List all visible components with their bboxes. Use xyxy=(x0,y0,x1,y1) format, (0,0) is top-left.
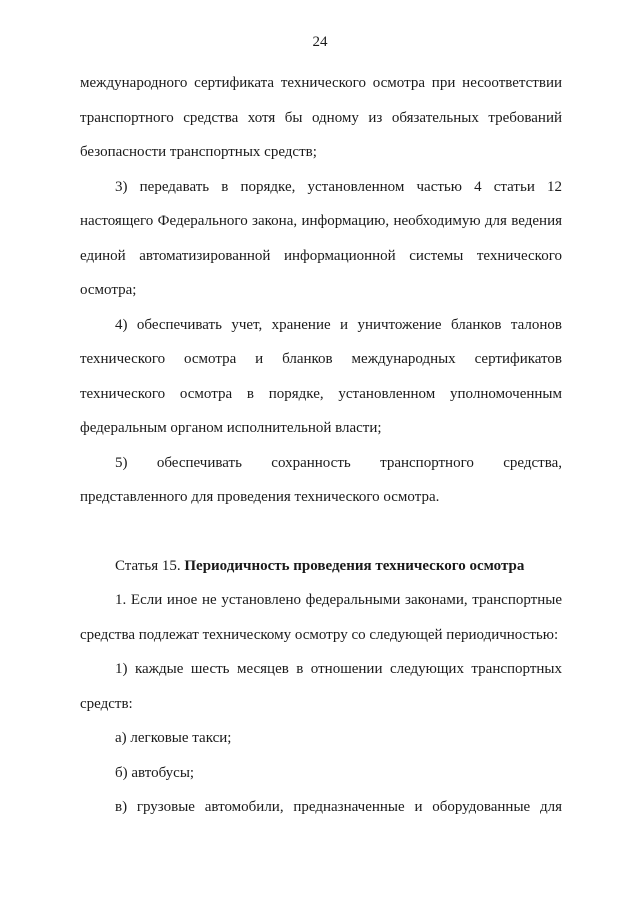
page-number: 24 xyxy=(312,34,328,50)
article-title: Периодичность проведения технического осмотра xyxy=(184,557,525,574)
article-number: Статья 15. xyxy=(115,557,181,574)
article-paragraph-2: 1) каждые шесть месяцев в отношении следующих транспортных средств: xyxy=(80,661,562,712)
article-heading xyxy=(80,549,562,584)
paragraph-continuation: международного сертификата технического осмотра при несоответствии транспортного средства хотя бы одному из обязательных требований безопасности транспортных средств; xyxy=(80,75,562,160)
list-item-b: б) автобусы; xyxy=(115,764,195,781)
document-body xyxy=(80,66,562,825)
paragraph-item-3: 3) передавать в порядке, установленном частью 4 статьи 12 настоящего Федерального закона, информацию, необходимую для ведения единой автоматизированной информационной системы технического осмотра; xyxy=(80,178,562,298)
paragraph-item-4: 4) обеспечивать учет, хранение и уничтожение бланков талонов технического осмотра и бланков международных сертификатов технического осмотра в порядке, установленном уполномоченным федеральным органом исполнительной власти; xyxy=(80,316,562,436)
paragraph-item-5: 5) обеспечивать сохранность транспортного средства, представленного для проведения технического осмотра. xyxy=(80,454,562,505)
list-item-c: в) грузовые автомобили, предназначенные и оборудованные для xyxy=(115,799,562,815)
list-item-a: а) легковые такси; xyxy=(115,730,232,746)
article-paragraph-1: 1. Если иное не установлено федеральными законами, транспортные средства подлежат техническому осмотру со следующей периодичностью: xyxy=(80,592,562,643)
